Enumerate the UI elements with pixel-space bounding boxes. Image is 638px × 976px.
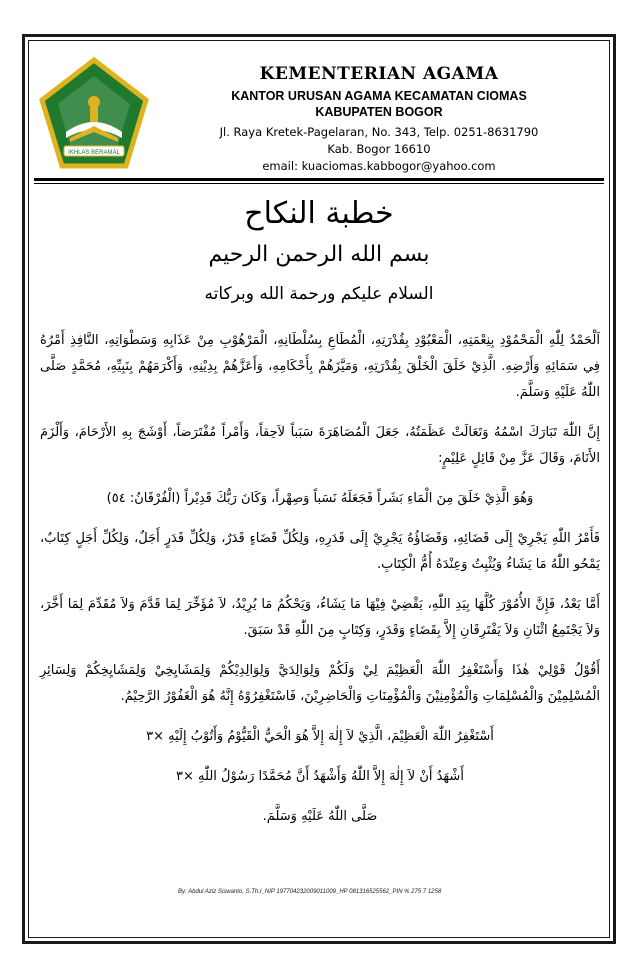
regency-name: KABUPATEN BOGOR (315, 105, 443, 119)
office-name: KANTOR URUSAN AGAMA KECAMATAN CIOMAS (231, 89, 527, 103)
salam-greeting: السلام عليكم ورحمة الله وبركاته (204, 284, 434, 304)
office-city: Kab. Bogor 16610 (327, 142, 431, 156)
shalawat-line: صَلَّى اللّٰهُ عَلَيْهِ وَسَلَّمَ. (262, 809, 378, 824)
istighfar-line: أَسْتَغْفِرُ اللّٰهَ الْعَظِيْمَ، الَّذِيْ لاَ إِلٰهَ إِلاَّ هُوَ الْحَيُّ الْقَيُّوْمُ وَأَتُوْبُ إِلَيْهِ ×٣ (146, 729, 494, 744)
letterhead-text (174, 64, 584, 175)
paragraph-qadha: فَأَمْرُ اللّٰهِ يَجْرِيْ إِلَى قَضَائِهِ، وَقَضَاؤُهُ يَجْرِيْ إِلَى قَدَرِهِ، وَلِكُلِّ قَضَاءٍ قَدَرٌ، وَلِكُلِّ قَدَرٍ أَجَلٌ، وَلِكُلِّ أَجَلٍ كِتَابٌ، يَمْحُو اللّٰهُ مَا يَشَاءُ وَيُثْبِتُ وَعِنْدَهُ أُمُّ الْكِتَابِ. (40, 531, 600, 572)
ministry-name: KEMENTERIAN AGAMA (259, 64, 499, 84)
paragraph-quran-verse: وَهُوَ الَّذِيْ خَلَقَ مِنَ الْمَاءِ بَشَراً فَجَعَلَهُ نَسَباً وَصِهْراً، وَكَانَ رَبُّكَ قَدِيْراً (الْفُرْقَانُ: ٥٤) (106, 491, 534, 506)
letterhead (34, 56, 604, 176)
header-divider (34, 178, 604, 181)
paragraph-amma-badu: أَمَّا بَعْدُ، فَإِنَّ الأُمُوْرَ كُلَّهَا بِيَدِ اللّٰهِ، يَقْضِيْ فِيْهَا مَا يَشَاءُ، وَيَحْكُمُ مَا يُرِيْدُ، لاَ مُؤَخِّرَ لِمَا قَدَّمَ وَلاَ مُقَدِّمَ لِمَا أَخَّرَ، وَلاَ يَجْتَمِعُ اثْنَانِ وَلاَ يَفْتَرِقَانِ إِلاَّ بِقَضَاءٍ وَقَدَرٍ، وَكِتَابٍ مِنَ اللّٰهِ قَدْ سَبَقَ. (40, 597, 600, 638)
basmala: بسم الله الرحمن الرحيم (208, 242, 430, 267)
office-address: Jl. Raya Kretek-Pagelaran, No. 343, Telp. 0251-8631790 (219, 125, 539, 139)
sermon-body (40, 328, 600, 844)
paragraph-hamdalah: اَلْحَمْدُ لِلّٰهِ الْمَحْمُوْدِ بِنِعْمَتِهِ، الْمَعْبُوْدِ بِقُدْرَتِهِ، الْمُطَاعِ بِسُلْطَانِهِ، الْمَرْهُوْبِ مِنْ عَذَابِهِ وَسَطْوَاتِهِ، النَّافِذِ أَمْرُهُ فِي سَمَائِهِ وَأَرْضِهِ. الَّذِيْ خَلَقَ الْخَلْقَ بِقُدْرَتِهِ، وَمَيَّزَهُمْ بِأَحْكَامِهِ، وَأَعَزَّهُمْ بِدِيْنِهِ، وَأَكْرَمَهُمْ بِنَبِيِّهِ، مُحَمَّدٍ صَلَّى اللّٰهُ عَلَيْهِ وَسَلَّمَ. (40, 333, 600, 400)
header-divider-thin (34, 183, 604, 184)
author-footer: By: Abdul Aziz Siswanto, S.Th.I_NIP 197704232009011009_HP 081316525562_PIN % 275 7 1258 (178, 889, 442, 895)
paragraph-musaharah: إِنَّ اللّٰهَ تَبَارَكَ اسْمُهُ وَتَعَالَتْ عَظَمَتُهُ، جَعَلَ الْمُصَاهَرَةَ سَبَباً لاَحِقاً، وَأَمْراً مُفْتَرَضاً، أَوْشَجَ بِهِ الأَرْحَامَ، وَأَلْزَمَ الأَنَامَ، وَقَالَ عَزَّ مِنْ قَائِلٍ عَلِيْمٍ: (40, 425, 600, 466)
syahadat-line: أَشْهَدُ أَنْ لاَ إِلٰهَ إِلاَّ اللّٰهُ وَأَشْهَدُ أَنَّ مُحَمَّدًا رَسُوْلُ اللّٰهِ ×٣ (176, 769, 464, 784)
paragraph-closing: أَقُوْلُ قَوْلِيْ هٰذَا وَأَسْتَغْفِرُ اللّٰهَ الْعَظِيْمَ لِيْ وَلَكُمْ وَلِوَالِدَيَّ وَلِوَالِدِيْكُمْ وَلِمَشَايِخِيْ وَلِمَشَايِخِكُمْ وَلِسَائِرِ الْمُسْلِمِيْنَ وَالْمُسْلِمَاتِ وَالْمُؤْمِنِيْنَ وَالْمُؤْمِنَاتِ وَالْحَاضِرِيْنَ، فَاسْتَغْفِرُوْهُ إِنَّهُ هُوَ الْغَفُوْرُ الرَّحِيْمُ. (40, 663, 600, 704)
document-title: خطبة النكاح (244, 196, 394, 231)
logo-text: IKHLAS BERAMAL (68, 150, 120, 156)
ministry-logo-icon (34, 56, 154, 174)
office-email: email: kuaciomas.kabbogor@yahoo.com (262, 159, 496, 173)
